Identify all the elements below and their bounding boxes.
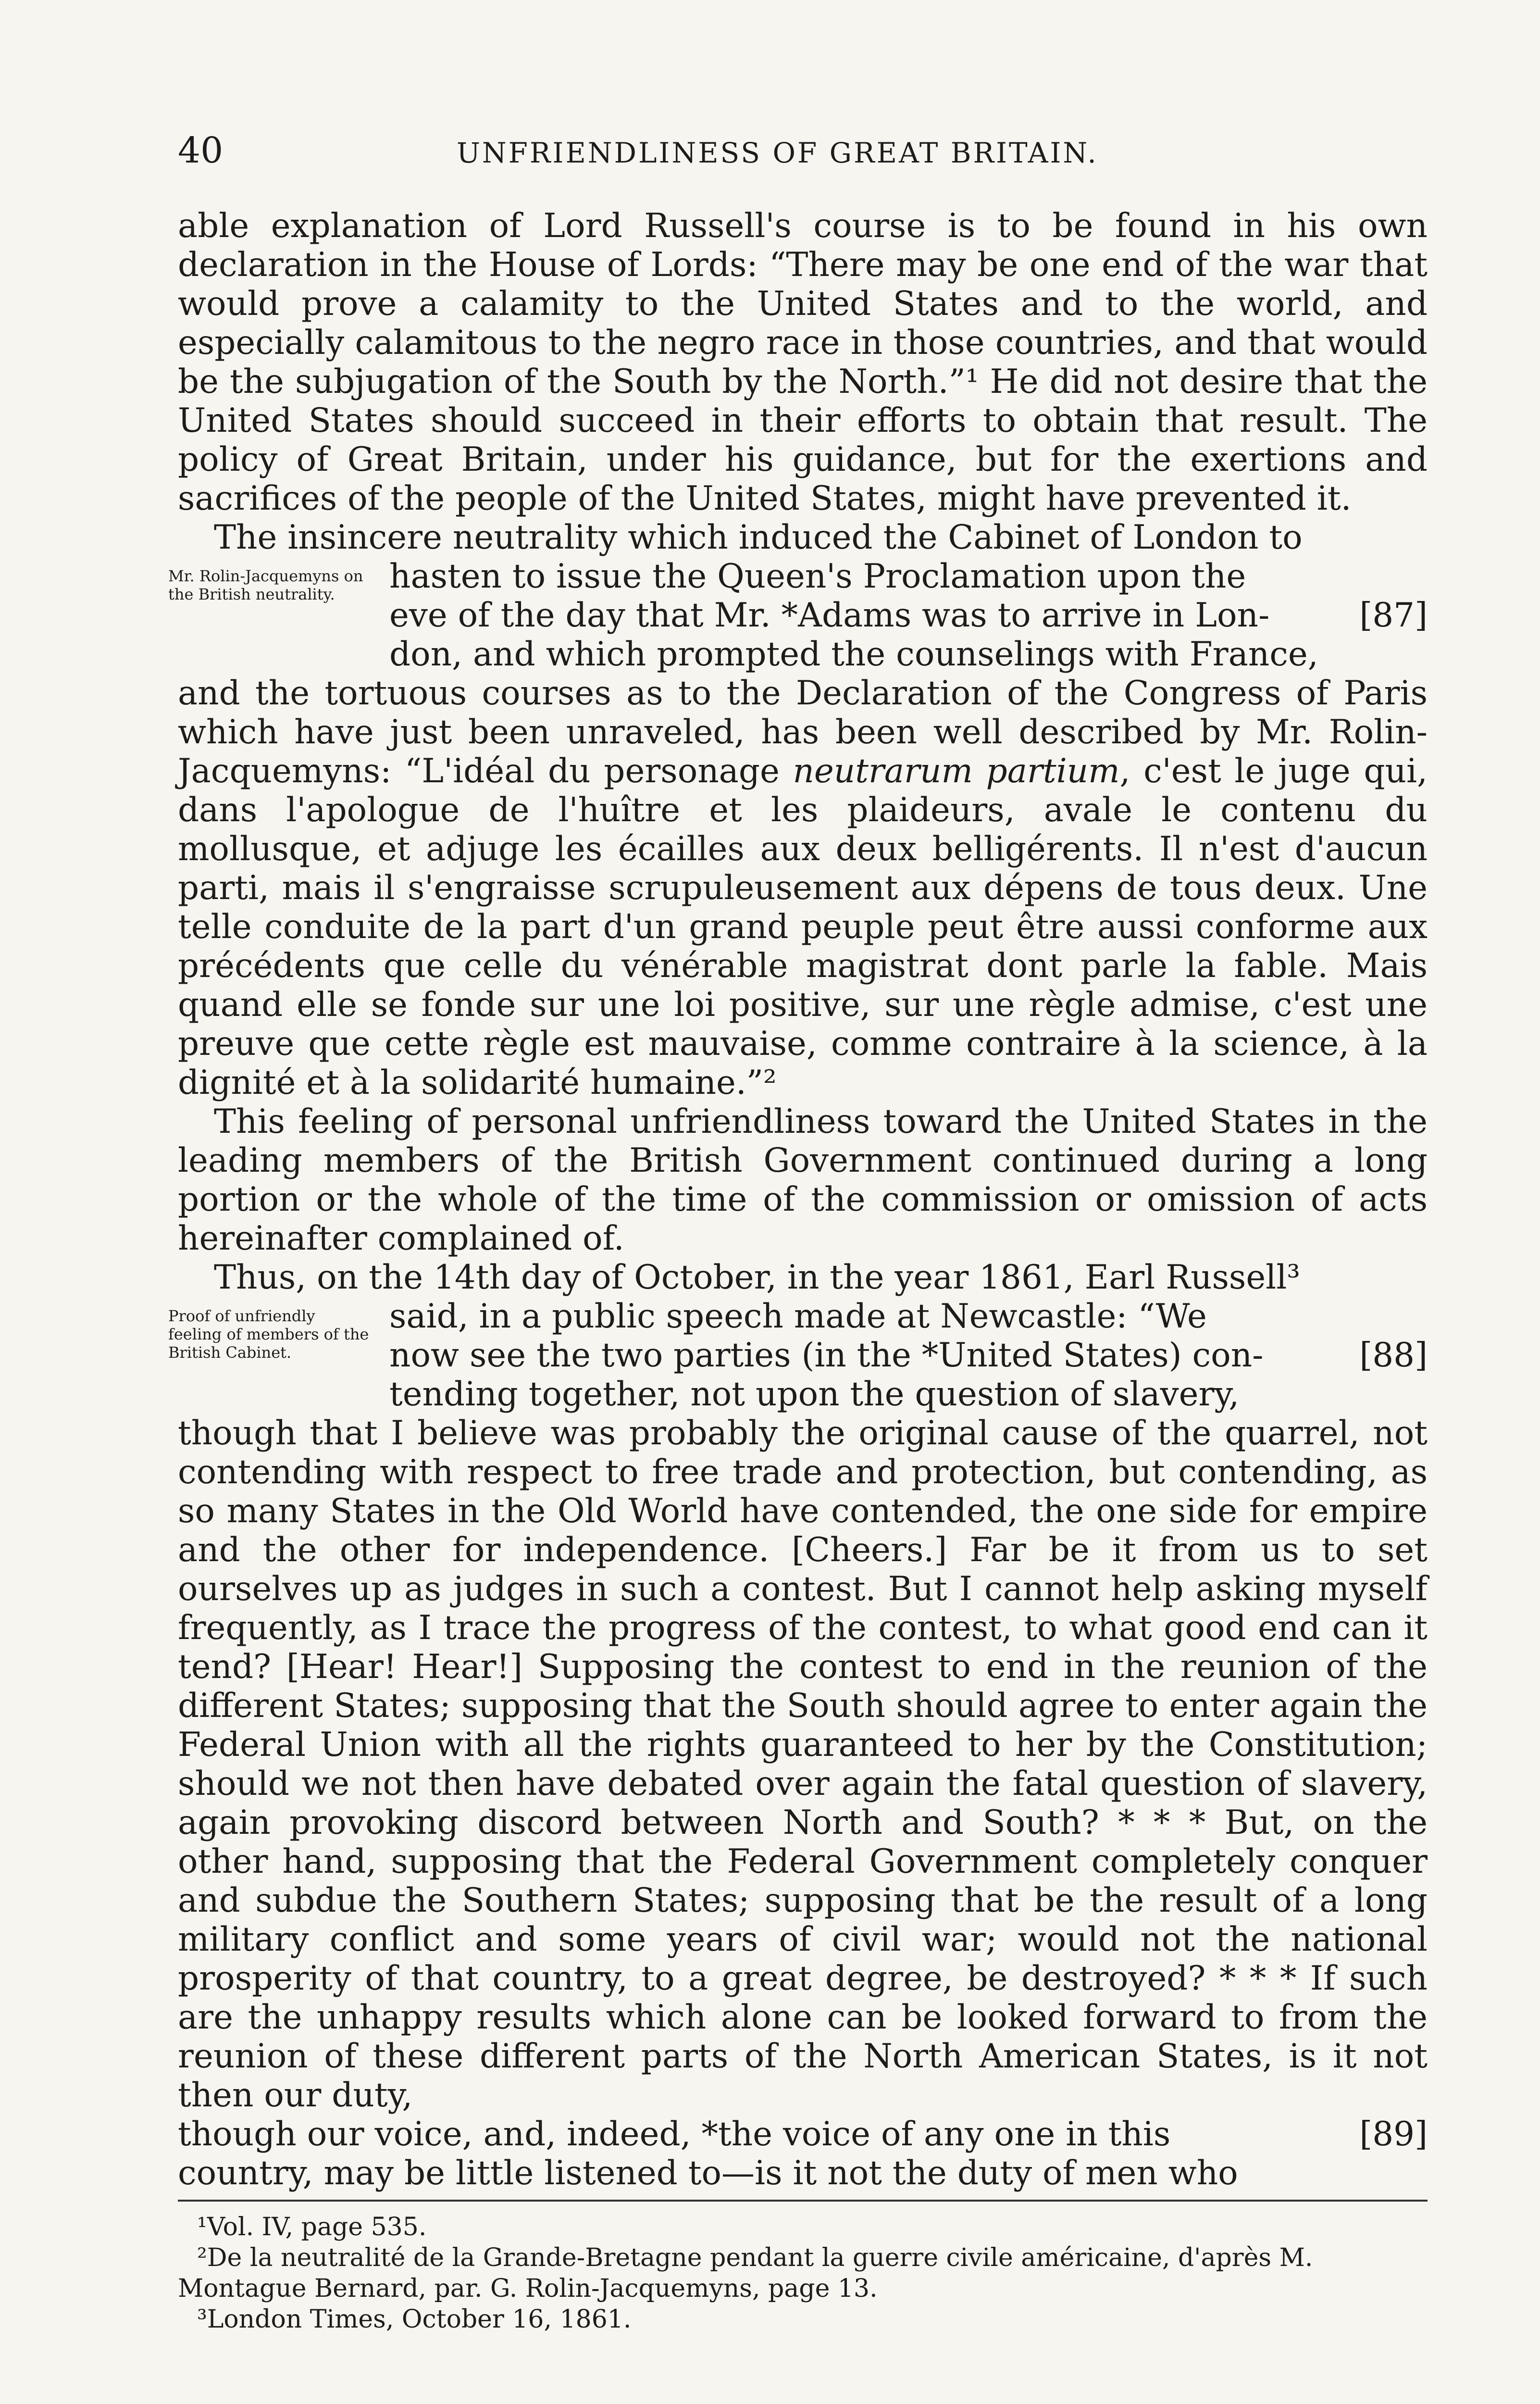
side-note-proof-of-unfriendly-feeling: Proof of unfriendly feeling of members of the British Cabinet. — [168, 1307, 369, 1362]
paragraph-4-last-line-1-text: though our voice, and, indeed, *the voice of any one in this — [178, 2115, 1171, 2154]
paragraph-4-mid-line — [178, 1336, 1428, 1375]
paragraph-2-mid-line — [178, 596, 1428, 635]
footnote-2: ²De la neutralité de la Grande-Bretagne pendant la guerre civile américaine, d'après M. Montague Bernard, par. G. Rolin-Jacquemyns, page 13. — [178, 2243, 1313, 2303]
footnotes — [178, 2212, 1428, 2335]
paragraph-2-rest-2: , c'est le juge qui, dans l'apologue de l'huître et les plaideurs, avale le contenu du mollusque, et adjuge les écailles aux deux belligérents. Il n'est d'aucun parti, mais il s'engraisse scrupuleusement aux dépens de tous deux. Une telle conduite de la part d'un grand peuple peut être aussi conforme aux précédents que celle du vénérable magistrat dont parle la fable. Mais quand elle se fonde sur une loi positive, sur une règle admise, c'est une preuve que cette règle est mauvaise, comme contraire à la science, à la dignité et à la solidarité humaine.”² — [178, 752, 1428, 1102]
page-header — [178, 130, 1428, 183]
paragraph-1: able explanation of Lord Russell's course is to be found in his own declaration in the House of Lords: “There may be one end of the war that would prove a calamity to the United States and to the world, and especially calamitous to the negro race in those countries, and that would be the subjugation of the South by the North.”¹ He did not desire that the United States should succeed in their efforts to obtain that result. The policy of Great Britain, under his guidance, but for the exertions and sacrifices of the people of the United States, might have prevented it. — [178, 207, 1428, 518]
paragraph-3: This feeling of personal unfriendliness toward the United States in the leading members of the British Government continued during a long portion or the whole of the time of the commission or omission of acts hereinafter complained of. — [178, 1102, 1428, 1258]
paragraph-2-continuation — [178, 674, 1428, 1102]
paragraph-2-mid-line-text: eve of the day that Mr. *Adams was to arrive in Lon- — [389, 596, 1270, 635]
paragraph-4-mid-line-text: now see the two parties (in the *United States) con- — [389, 1336, 1264, 1375]
star-page-87: [87] — [1359, 596, 1428, 635]
paragraph-4-last-line-2: country, may be little listened to—is it not the duty of men who — [178, 2154, 1238, 2192]
footnote-divider — [178, 2200, 1428, 2202]
paragraph-4-mid-line: said, in a public speech made at Newcastle: “We — [389, 1297, 1207, 1336]
footnote-1: ¹Vol. IV, page 535. — [197, 2213, 427, 2241]
running-title: UNFRIENDLINESS OF GREAT BRITAIN. — [457, 137, 1098, 169]
side-note-rolin-jacquemyns: Mr. Rolin-Jacquemyns on the British neutrality. — [168, 567, 363, 603]
paragraph-4-first-line: Thus, on the 14th day of October, in the year 1861, Earl Russell³ — [214, 1258, 1300, 1297]
paragraph-2-first-line: The insincere neutrality which induced the Cabinet of London to — [214, 518, 1303, 557]
paragraph-4-mid-line: tending together, not upon the question of slavery, — [389, 1375, 1240, 1414]
paragraph-2-rest: and the tortuous courses as to the Declaration of the Congress of Paris which have just been unraveled, has been well described by Mr. Rolin-Jacquemyns: “L'idéal du personage — [178, 674, 1428, 790]
star-page-88: [88] — [1359, 1336, 1428, 1375]
paragraph-4 — [178, 1258, 1428, 1297]
paragraph-4-sidenote-block — [168, 1297, 1428, 1414]
paragraph-2-sidenote-block — [168, 557, 1428, 674]
paragraph-4-continuation: though that I believe was probably the original cause of the quarrel, not contending with respect to free trade and protection, but contending, as so many States in the Old World have contended, the one side for empire and the other for independence. [Cheers.] Far be it from us to set ourselves up as judges in such a contest. But I cannot help asking myself frequently, as I trace the progress of the contest, to what good end can it tend? [Hear! Hear!] Supposing the contest to end in the reunion of the different States; supposing that the South should agree to enter again the Federal Union with all the rights guaranteed to her by the Constitution; should we not then have debated over again the fatal question of slavery, again provoking discord between North and South? * * * But, on the other hand, supposing that the Federal Government completely conquer and subdue the Southern States; supposing that be the result of a long military conflict and some years of civil war; would not the national prosperity of that country, to a great degree, be destroyed? * * * If such are the unhappy results which alone can be looked forward to from the reunion of these different parts of the North American States, is it not then our duty, — [178, 1414, 1428, 2115]
body-text — [168, 207, 1428, 2193]
paragraph-2-mid-line: don, and which prompted the counselings with France, — [389, 635, 1318, 674]
paragraph-2-italic: neutrarum partium — [793, 752, 1120, 790]
paragraph-2-mid-line: hasten to issue the Queen's Proclamation upon the — [389, 557, 1246, 596]
page-number: 40 — [178, 130, 224, 171]
footnote-3: ³London Times, October 16, 1861. — [197, 2305, 632, 2334]
paragraph-2 — [178, 518, 1428, 557]
star-page-89: [89] — [1359, 2115, 1428, 2154]
paragraph-4-last-line-1 — [178, 2115, 1428, 2154]
